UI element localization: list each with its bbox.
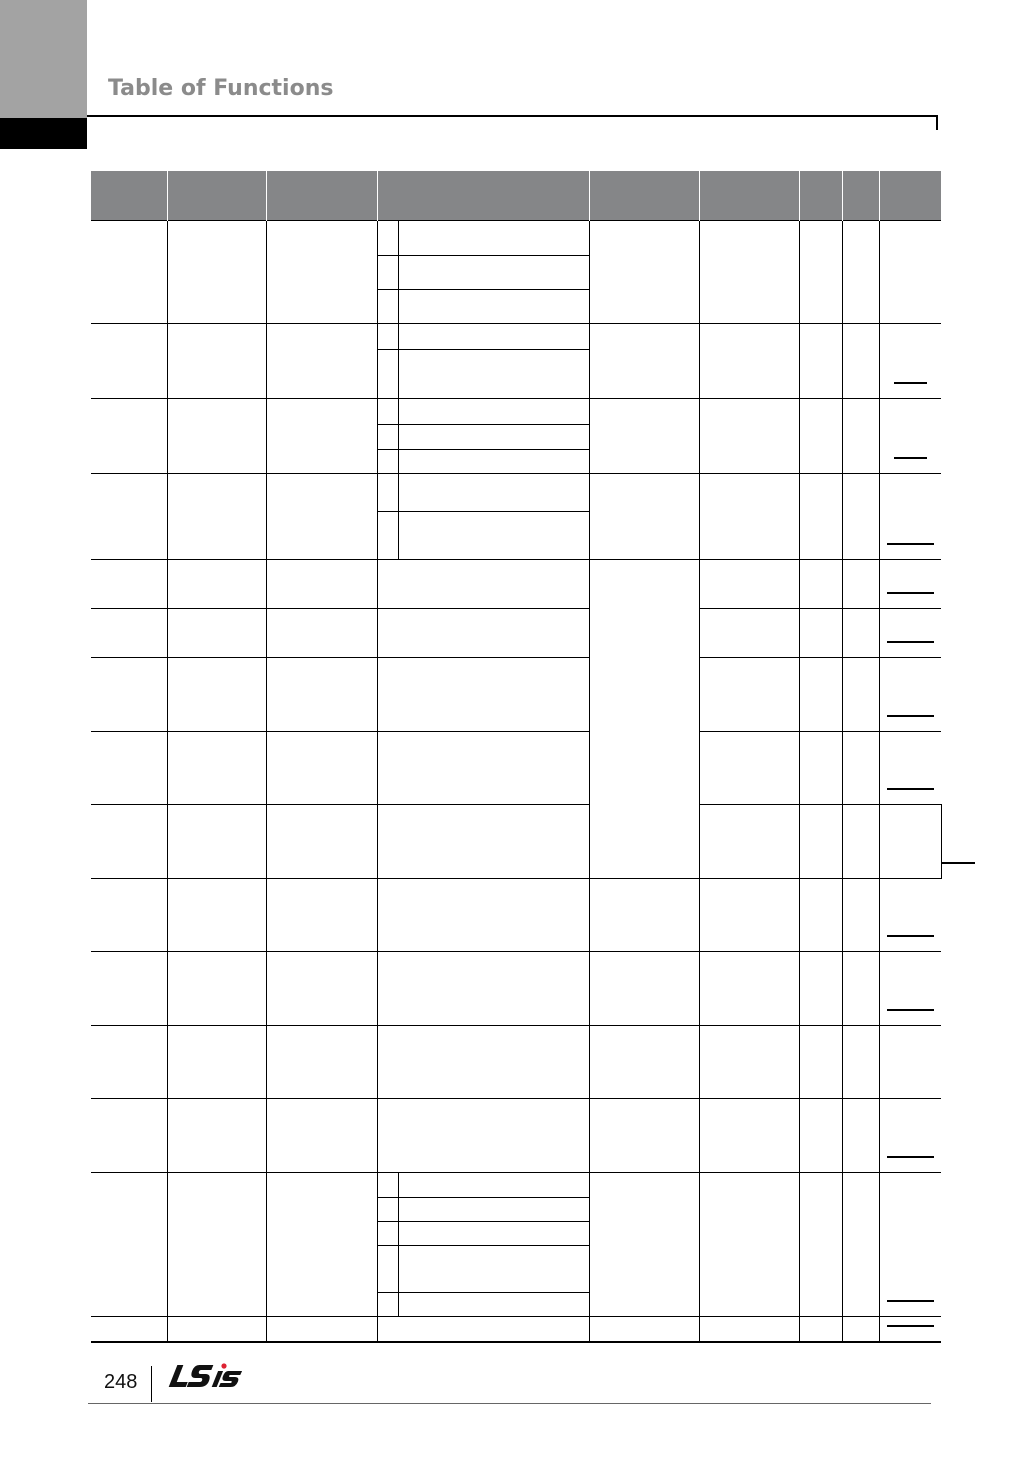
- table-cell: [699, 952, 799, 1026]
- option-underline: [887, 715, 934, 717]
- table-cell: [91, 560, 167, 609]
- table-cell: [91, 658, 167, 732]
- footer-rule: [88, 1403, 931, 1404]
- table-cell: [266, 805, 377, 879]
- table-cell-setting: [377, 952, 589, 1026]
- table-cell: [699, 560, 799, 609]
- table-row: [91, 324, 941, 399]
- setting-code-cell: [378, 474, 399, 511]
- table-cell-option: [879, 474, 941, 560]
- table-cell-option: [879, 221, 941, 324]
- option-underline: [887, 543, 934, 545]
- header-rule-tick: [936, 115, 938, 130]
- option-underline: [887, 1300, 934, 1302]
- table-cell-setting: [377, 805, 589, 879]
- table-cell: [91, 952, 167, 1026]
- table-cell: [167, 1317, 266, 1342]
- table-cell-setting: [377, 399, 589, 474]
- table-cell: [842, 1026, 879, 1099]
- setting-subrow: [378, 1245, 589, 1292]
- setting-subrow: [378, 349, 589, 398]
- setting-subtable: [378, 221, 589, 323]
- table-cell: [799, 952, 842, 1026]
- table-row: [91, 658, 941, 732]
- table-cell-option: [879, 1099, 941, 1173]
- chapter-tab-marker: [0, 118, 87, 149]
- table-cell: [842, 952, 879, 1026]
- table-cell: [842, 324, 879, 399]
- setting-text-cell: [398, 255, 589, 289]
- table-cell: [799, 560, 842, 609]
- setting-text-cell: [398, 424, 589, 449]
- setting-subrow: [378, 1197, 589, 1221]
- function-table: [91, 171, 941, 1343]
- table-cell: [699, 879, 799, 952]
- table-row: [91, 805, 941, 879]
- table-cell: [266, 879, 377, 952]
- setting-code-cell: [378, 1221, 399, 1245]
- table-cell: [167, 560, 266, 609]
- table-cell-setting: [377, 324, 589, 399]
- lsis-logo-icon: [168, 1362, 252, 1390]
- table-cell: [699, 1026, 799, 1099]
- setting-code-cell: [378, 1173, 399, 1197]
- setting-text-cell: [398, 511, 589, 559]
- table-cell: [589, 399, 699, 474]
- header-cell: [589, 171, 699, 221]
- table-cell: [167, 324, 266, 399]
- table-cell: [799, 221, 842, 324]
- table-cell: [842, 399, 879, 474]
- table-row: [91, 560, 941, 609]
- table-cell: [879, 805, 941, 879]
- table-cell: [799, 474, 842, 560]
- table-cell: [167, 658, 266, 732]
- header-cell: [91, 171, 167, 221]
- setting-code-cell: [378, 349, 399, 398]
- setting-text-cell: [398, 1197, 589, 1221]
- table-cell: [589, 879, 699, 952]
- option-underline: [894, 457, 927, 459]
- table-cell: [589, 1173, 699, 1317]
- setting-subrow: [378, 511, 589, 559]
- table-cell: [167, 609, 266, 658]
- table-cell-setting: [377, 609, 589, 658]
- table-cell: [699, 732, 799, 805]
- option-underline: [887, 641, 934, 643]
- setting-subrow: [378, 324, 589, 349]
- table-cell: [91, 1173, 167, 1317]
- table-cell: [91, 1317, 167, 1342]
- footer-separator: [151, 1366, 152, 1402]
- table-cell: [799, 1099, 842, 1173]
- setting-text-cell: [398, 399, 589, 424]
- setting-text-cell: [398, 289, 589, 323]
- setting-subtable: [378, 399, 589, 473]
- lsis-logo: [168, 1362, 252, 1395]
- setting-text-cell: [398, 324, 589, 349]
- setting-subrow: [378, 1173, 589, 1197]
- table-cell: [842, 1173, 879, 1317]
- setting-code-cell: [378, 324, 399, 349]
- table-cell: [266, 1173, 377, 1317]
- table-cell: [91, 1099, 167, 1173]
- table-cell: [589, 1026, 699, 1099]
- setting-text-cell: [398, 1292, 589, 1316]
- page-title: Table of Functions: [108, 76, 334, 101]
- option-underline: [887, 1325, 934, 1327]
- table-cell-option: [879, 324, 941, 399]
- table-cell-option: [879, 879, 941, 952]
- table-cell: [699, 609, 799, 658]
- setting-text-cell: [398, 349, 589, 398]
- table-row: [91, 221, 941, 324]
- table-row: [91, 1317, 941, 1342]
- setting-code-cell: [378, 449, 399, 473]
- table-row: [91, 1099, 941, 1173]
- table-cell: [699, 1099, 799, 1173]
- setting-subrow: [378, 1292, 589, 1316]
- table-cell: [266, 658, 377, 732]
- option-underline: [887, 788, 934, 790]
- table-cell-setting: [377, 658, 589, 732]
- table-body: [91, 221, 941, 1342]
- function-table-container: [91, 171, 941, 1343]
- table-row: [91, 1173, 941, 1317]
- setting-code-cell: [378, 511, 399, 559]
- table-cell: [266, 732, 377, 805]
- table-cell: [91, 324, 167, 399]
- table-cell: [266, 952, 377, 1026]
- option-underline: [887, 1156, 934, 1158]
- table-cell: [842, 805, 879, 879]
- setting-subrow: [378, 1221, 589, 1245]
- setting-subrow: [378, 255, 589, 289]
- setting-text-cell: [398, 221, 589, 255]
- table-cell: [266, 1317, 377, 1342]
- table-cell-setting: [377, 560, 589, 609]
- table-cell: [91, 805, 167, 879]
- table-cell-option: [879, 952, 941, 1026]
- header-cell: [699, 171, 799, 221]
- table-cell-setting: [377, 1026, 589, 1099]
- table-row: [91, 732, 941, 805]
- table-cell: [589, 1317, 699, 1342]
- table-cell: [699, 324, 799, 399]
- table-cell: [91, 221, 167, 324]
- header-rule: [87, 115, 938, 117]
- table-cell: [699, 221, 799, 324]
- table-cell: [266, 324, 377, 399]
- header-cell: [799, 171, 842, 221]
- setting-subtable: [378, 324, 589, 398]
- table-cell: [842, 609, 879, 658]
- table-cell: [842, 732, 879, 805]
- table-header-row: [91, 171, 941, 221]
- setting-text-cell: [398, 1245, 589, 1292]
- setting-code-cell: [378, 424, 399, 449]
- table-cell: [842, 658, 879, 732]
- table-cell: [167, 879, 266, 952]
- table-cell: [167, 221, 266, 324]
- setting-subrow: [378, 474, 589, 511]
- table-cell: [167, 805, 266, 879]
- table-cell: [842, 221, 879, 324]
- table-cell: [799, 1026, 842, 1099]
- table-row: [91, 879, 941, 952]
- table-cell: [842, 1317, 879, 1342]
- header-cell: [842, 171, 879, 221]
- table-cell-option: [879, 399, 941, 474]
- setting-subrow: [378, 399, 589, 424]
- table-cell: [589, 560, 699, 879]
- table-cell: [699, 1317, 799, 1342]
- setting-subrow: [378, 221, 589, 255]
- table-cell-setting: [377, 1173, 589, 1317]
- option-underline: [887, 935, 934, 937]
- header-cell: [167, 171, 266, 221]
- table-cell: [266, 1026, 377, 1099]
- table-cell: [799, 324, 842, 399]
- setting-text-cell: [398, 474, 589, 511]
- setting-text-cell: [398, 1221, 589, 1245]
- setting-code-cell: [378, 1197, 399, 1221]
- page-number: 248: [104, 1371, 138, 1393]
- table-cell-setting: [377, 474, 589, 560]
- table-cell-option: [879, 1317, 941, 1342]
- table-row: [91, 1026, 941, 1099]
- table-cell: [266, 221, 377, 324]
- table-row: [91, 609, 941, 658]
- table-cell: [589, 324, 699, 399]
- table-cell: [842, 1099, 879, 1173]
- table-cell: [799, 658, 842, 732]
- setting-subrow: [378, 424, 589, 449]
- setting-text-cell: [398, 1173, 589, 1197]
- table-cell: [799, 732, 842, 805]
- table-cell: [266, 474, 377, 560]
- table-cell: [167, 732, 266, 805]
- setting-subtable: [378, 1173, 589, 1316]
- table-cell: [167, 952, 266, 1026]
- setting-subtable: [378, 474, 589, 559]
- header-cell: [266, 171, 377, 221]
- table-cell: [167, 1173, 266, 1317]
- table-cell: [799, 609, 842, 658]
- table-cell: [91, 474, 167, 560]
- setting-code-cell: [378, 1245, 399, 1292]
- option-underline: [887, 592, 934, 594]
- chapter-tab: [0, 0, 87, 118]
- table-cell: [799, 1317, 842, 1342]
- table-row: [91, 474, 941, 560]
- table-cell: [589, 952, 699, 1026]
- setting-code-cell: [378, 399, 399, 424]
- table-cell: [842, 474, 879, 560]
- table-cell-option: [879, 732, 941, 805]
- table-cell: [266, 560, 377, 609]
- table-cell: [167, 1099, 266, 1173]
- setting-code-cell: [378, 221, 399, 255]
- table-cell-option: [879, 560, 941, 609]
- table-cell: [91, 1026, 167, 1099]
- table-cell-option: [879, 658, 941, 732]
- setting-code-cell: [378, 255, 399, 289]
- table-cell: [799, 1173, 842, 1317]
- option-underline: [894, 382, 927, 384]
- table-cell: [91, 609, 167, 658]
- setting-subrow: [378, 449, 589, 473]
- table-cell: [699, 399, 799, 474]
- header-cell: [377, 171, 589, 221]
- table-cell: [699, 474, 799, 560]
- header-cell: [879, 171, 941, 221]
- table-cell: [91, 399, 167, 474]
- table-cell-option: [879, 1026, 941, 1099]
- table-cell: [799, 399, 842, 474]
- table-row: [91, 952, 941, 1026]
- table-cell: [799, 879, 842, 952]
- table-cell-setting: [377, 732, 589, 805]
- option-underline: [887, 1009, 934, 1011]
- table-cell: [589, 221, 699, 324]
- table-cell-setting: [377, 1317, 589, 1342]
- table-cell: [589, 474, 699, 560]
- option-underline: [942, 862, 975, 864]
- table-cell-option: [879, 1173, 941, 1317]
- table-cell: [699, 1173, 799, 1317]
- table-cell: [266, 1099, 377, 1173]
- table-cell: [91, 879, 167, 952]
- setting-text-cell: [398, 449, 589, 473]
- setting-code-cell: [378, 1292, 399, 1316]
- table-cell: [699, 658, 799, 732]
- table-cell-setting: [377, 1099, 589, 1173]
- table-row: [91, 399, 941, 474]
- table-cell: [799, 805, 842, 879]
- table-cell: [167, 474, 266, 560]
- table-cell: [167, 1026, 266, 1099]
- table-cell: [842, 879, 879, 952]
- table-cell: [842, 560, 879, 609]
- table-cell: [266, 399, 377, 474]
- table-cell: [589, 1099, 699, 1173]
- setting-subrow: [378, 289, 589, 323]
- table-cell: [266, 609, 377, 658]
- table-cell: [699, 805, 799, 879]
- table-cell: [91, 732, 167, 805]
- setting-code-cell: [378, 289, 399, 323]
- table-cell-setting: [377, 879, 589, 952]
- table-cell-setting: [377, 221, 589, 324]
- table-cell-option: [879, 609, 941, 658]
- table-cell: [167, 399, 266, 474]
